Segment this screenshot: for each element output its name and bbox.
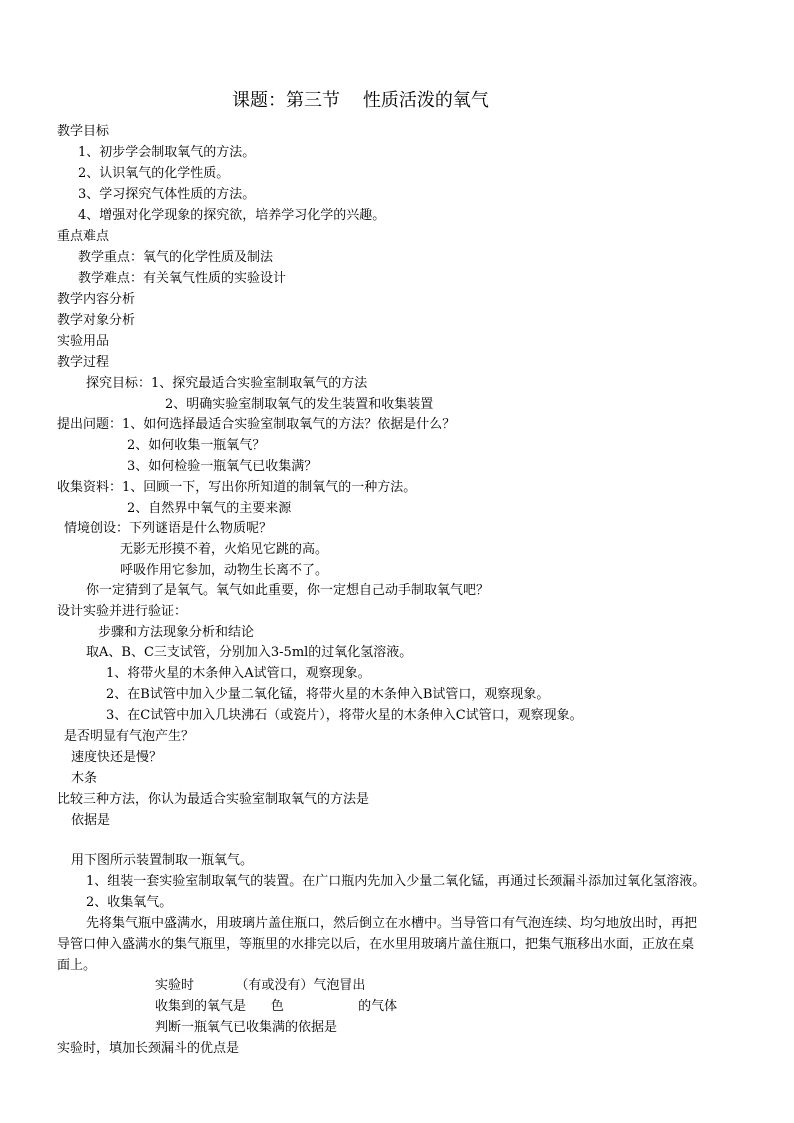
section-objectives-heading: 教学目标 [57, 124, 110, 139]
apparatus-step-1: 1、组装一套实验室制取氧气的装置。在广口瓶内先加入少量二氧化锰，再通过长颈漏斗添加过氧化氢溶液。 [86, 874, 706, 889]
objective-item: 1、初步学会制取氧气的方法。 [78, 145, 256, 160]
section-content-analysis: 教学内容分析 [57, 292, 136, 307]
collect-2: 2、自然界中氧气的主要来源 [127, 501, 292, 516]
riddle-line-2: 呼吸作用它参加，动物生长离不了。 [120, 563, 329, 578]
key-point-difficulty: 教学难点：有关氧气性质的实验设计 [78, 271, 287, 286]
apparatus-step-2: 2、收集氧气。 [86, 895, 173, 910]
design-heading: 设计实验并进行验证： [57, 604, 188, 619]
step-3: 3、在C试管中加入几块沸石（或瓷片），将带火星的木条伸入C试管口，观察现象。 [106, 708, 583, 723]
observation-1: 是否明显有气泡产生？ [64, 729, 195, 744]
question-1: 提出问题：1、如何选择最适合实验室制取氧气的方法？依据是什么？ [57, 417, 456, 432]
procedure-paragraph-line: 先将集气瓶中盛满水，用玻璃片盖住瓶口，然后倒立在水槽中。当导管口有气泡连续、均匀地放出时，再把 [86, 916, 698, 931]
section-audience-analysis: 教学对象分析 [57, 313, 136, 328]
page-title: 课题：第三节 性质活泼的氧气 [232, 90, 489, 111]
goal-1: 探究目标：1、探究最适合实验室制取氧气的方法 [86, 376, 368, 391]
observation-3: 木条 [71, 771, 98, 786]
compare-question: 比较三种方法，你认为最适合实验室制取氧气的方法是 [57, 792, 370, 807]
objective-item: 3、学习探究气体性质的方法。 [78, 187, 256, 202]
apparatus-intro: 用下图所示装置制取一瓶氧气。 [71, 853, 254, 868]
goal-2: 2、明确实验室制取氧气的发生装置和收集装置 [165, 397, 434, 412]
key-point-focus: 教学重点：氧气的化学性质及制法 [78, 250, 274, 265]
fill-blank-full-basis: 判断一瓶氧气已收集满的依据是 [155, 1020, 338, 1035]
question-3: 3、如何检验一瓶氧气已收集满？ [127, 459, 318, 474]
observation-2: 速度快还是慢？ [71, 750, 163, 765]
step-intro: 取A、B、C三支试管，分别加入3-5ml的过氧化氢溶液。 [86, 645, 413, 660]
step-2: 2、在B试管中加入少量二氧化锰，将带火星的木条伸入B试管口，观察现象。 [106, 687, 550, 702]
scenario: 情境创设：下列谜语是什么物质呢？ [64, 521, 273, 536]
collect-1: 收集资料：1、回顾一下，写出你所知道的制氧气的一种方法。 [57, 480, 417, 495]
objective-item: 2、认识氧气的化学性质。 [78, 166, 230, 181]
step-1: 1、将带火星的木条伸入A试管口，观察现象。 [106, 666, 371, 681]
procedure-paragraph-line: 导管口伸入盛满水的集气瓶里，等瓶里的水排完以后，在水里用玻璃片盖住瓶口，把集气瓶移出水面，正放在桌 [57, 937, 695, 952]
section-materials: 实验用品 [57, 334, 110, 349]
section-key-points-heading: 重点难点 [57, 229, 110, 244]
procedure-paragraph-line: 面上。 [57, 958, 97, 973]
steps-header: 步骤和方法现象分析和结论 [98, 625, 255, 640]
section-process-heading: 教学过程 [57, 355, 110, 370]
fill-blank-color: 收集到的氧气是 色 的气体 [155, 999, 398, 1014]
guess-text: 你一定猜到了是氧气。氧气如此重要，你一定想自己动手制取氧气吧？ [86, 583, 490, 598]
riddle-line-1: 无影无形摸不着，火焰见它跳的高。 [120, 542, 329, 557]
objective-item: 4、增强对化学现象的探究欲，培养学习化学的兴趣。 [78, 208, 386, 223]
question-2: 2、如何收集一瓶氧气？ [127, 438, 266, 453]
fill-blank-bubbles: 实验时 （有或没有）气泡冒出 [155, 978, 366, 993]
basis-question: 依据是 [71, 813, 111, 828]
funnel-question: 实验时，填加长颈漏斗的优点是 [57, 1041, 240, 1056]
